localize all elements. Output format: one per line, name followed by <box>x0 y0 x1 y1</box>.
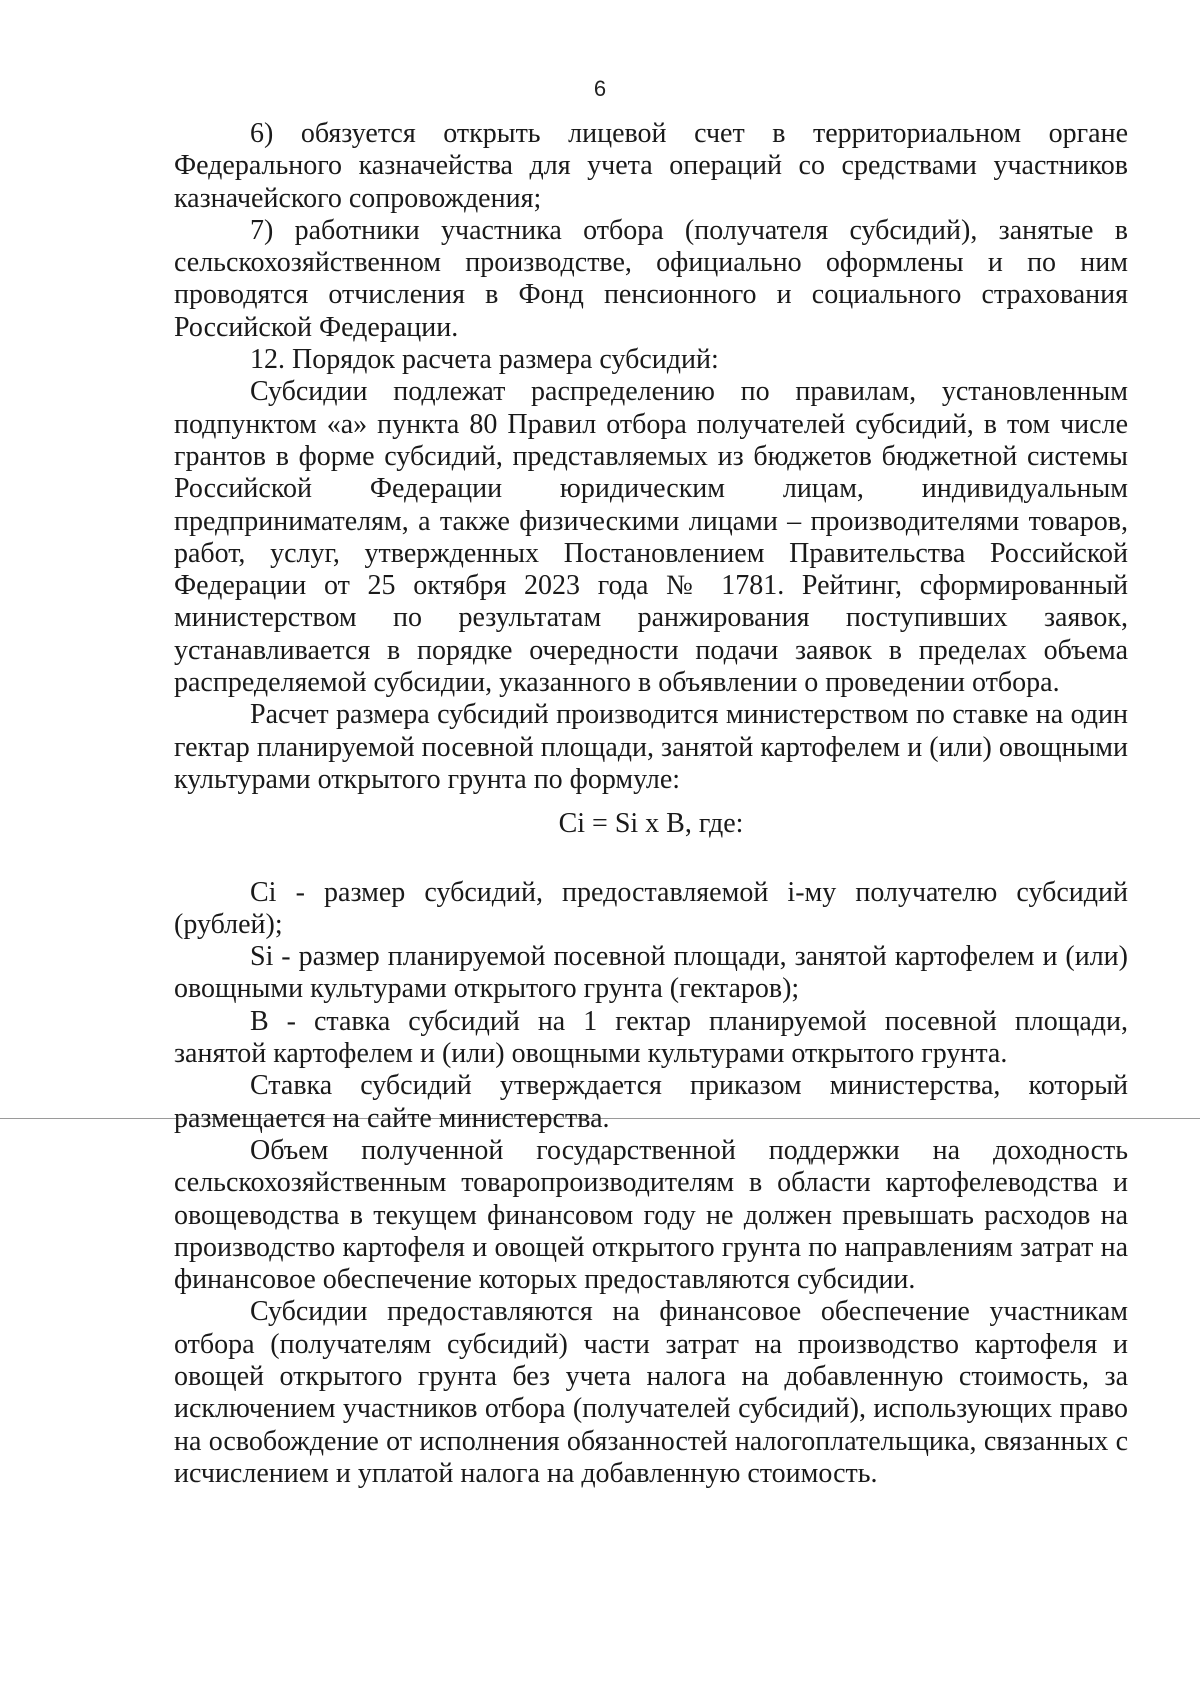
paragraph-calculation: Расчет размера субсидий производится министерством по ставке на один гектар планируемой посевной площади, занятой картофелем и (или) овощными культурами открытого грунта по формуле: <box>174 699 1128 795</box>
definition-b: B - ставка субсидий на 1 гектар планируемой посевной площади, занятой картофелем и (или) овощными культурами открытого грунта. <box>174 1005 1128 1070</box>
section-heading-12: 12. Порядок расчета размера субсидий: <box>250 344 719 376</box>
paragraph-item-6: 6) обязуется открыть лицевой счет в территориальном органе Федерального казначейства для учета операций со средствами участников казначейского сопровождения; <box>174 118 1128 214</box>
paragraph-support-volume: Объем полученной государственной поддержки на доходность сельскохозяйственным товаропроизводителям в области картофелеводства и овощеводства в текущем финансовом году не должен превышать расходов на производство картофеля и овощей открытого грунта по направлениям затрат на финансовое обеспечение которых предоставляются субсидии. <box>174 1134 1128 1296</box>
paragraph-vat: Субсидии предоставляются на финансовое обеспечение участникам отбора (получателям субсидий) части затрат на производство картофеля и овощей открытого грунта без учета налога на добавленную стоимость, за исключением участников отбора (получателей субсидий), использующих право на освобождение от исполнения обязанностей налогоплательщика, связанных с исчислением и уплатой налога на добавленную стоимость. <box>174 1296 1128 1489</box>
paragraph-rate: Ставка субсидий утверждается приказом министерства, который размещается на сайте министерства. <box>174 1070 1128 1134</box>
paragraph-item-7: 7) работники участника отбора (получателя субсидий), занятые в сельскохозяйственном производстве, официально оформлены и по ним проводятся отчисления в Фонд пенсионного и социального страхования Российской Федерации. <box>174 214 1128 343</box>
paragraph-distribution-rules: Субсидии подлежат распределению по правилам, установленным подпунктом «а» пункта 80 Правил отбора получателей субсидий, в том числе грантов в форме субсидий, представляемых из бюджетов бюджетной системы Российской Федерации юридическим лицам, индивидуальным предпринимателям, а также физическими лицами – производителями товаров, работ, услуг, утвержденных Постановлением Правительства Российской Федерации от 25 октября 2023 года № 1781. Рейтинг, сформированный министерством по результатам ранжирования поступивших заявок, устанавливается в порядке очередности подачи заявок в пределах объема распределяемой субсидии, указанного в объявлении о проведении отбора. <box>174 376 1128 699</box>
document-body <box>174 118 1128 1490</box>
definition-si: Si - размер планируемой посевной площади, занятой картофелем и (или) овощными культурами открытого грунта (гектаров); <box>174 941 1128 1005</box>
definition-ci: Ci - размер субсидий, предоставляемой i-му получателю субсидий (рублей); <box>174 876 1128 940</box>
page-number: 6 <box>593 76 607 101</box>
formula: Ci = Si x B, где: <box>558 808 744 840</box>
